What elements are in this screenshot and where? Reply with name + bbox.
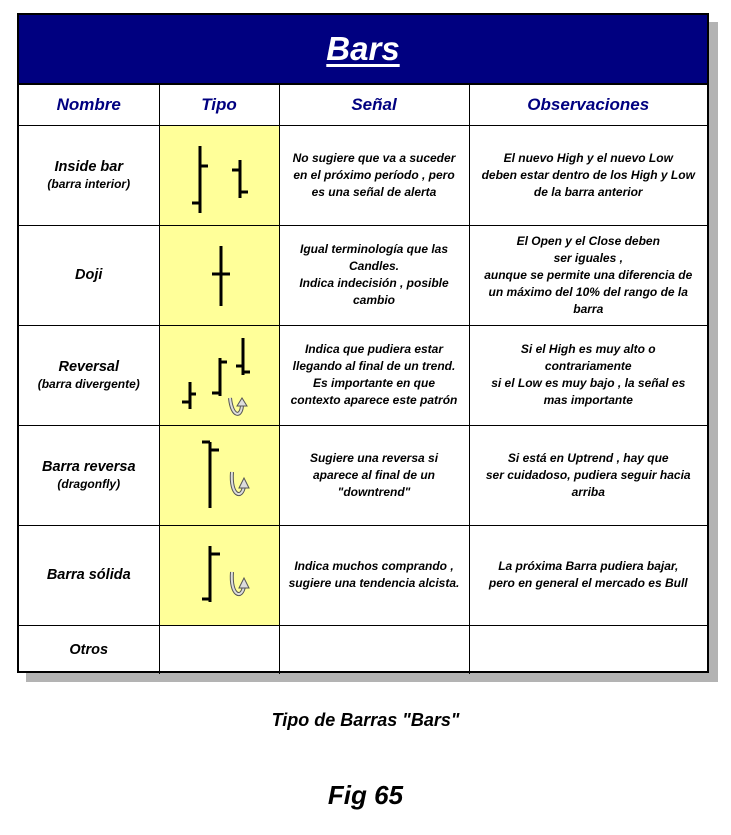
reversal-icon [160,326,280,424]
doji-icon [160,226,280,324]
name-cell [19,325,159,425]
tipo-cell [159,125,279,225]
senal-cell: No sugiere que va a suceder en el próximo período , pero es una señal de alerta [279,125,469,225]
header-senal: Señal [279,85,469,125]
senal-cell: Indica que pudiera estar llegando al final de un trend. Es importante en que contexto aparece este patrón [279,325,469,425]
bars-table-card [17,13,709,673]
bars-table [19,85,707,674]
obs-cell [469,625,707,674]
table-row [19,125,707,225]
name-cell [19,625,159,674]
table-row [19,325,707,425]
tipo-cell [159,325,279,425]
table-row [19,225,707,325]
row-subname: (barra interior) [47,177,131,191]
table-row [19,525,707,625]
tipo-cell [159,625,279,674]
table-row [19,425,707,525]
inside-bar-icon [160,126,280,224]
table-row [19,625,707,674]
row-name: Doji [75,267,103,283]
figure-caption: Tipo de Barras "Bars" [271,710,460,730]
title-banner [19,15,707,85]
header-nombre: Nombre [19,85,159,125]
header-tipo: Tipo [159,85,279,125]
tipo-cell [159,225,279,325]
row-name: Inside bar [54,159,123,175]
tipo-cell [159,425,279,525]
dragonfly-bar-icon [160,426,280,524]
name-cell [19,225,159,325]
senal-cell: Indica muchos comprando , sugiere una tendencia alcista. [279,525,469,625]
obs-cell: El nuevo High y el nuevo Low deben estar dentro de los High y Low de la barra anterior [469,125,707,225]
row-name: Barra sólida [46,567,131,583]
row-subname: (barra divergente) [37,377,140,391]
row-name: Reversal [58,359,119,375]
obs-cell: La próxima Barra pudiera bajar, pero en general el mercado es Bull [469,525,707,625]
row-subname: (dragonfly) [57,477,121,491]
senal-cell [279,625,469,674]
row-name: Otros [69,641,109,658]
senal-cell: Igual terminología que las Candles. Indica indecisión , posible cambio [279,225,469,325]
senal-cell: Sugiere una reversa si aparece al final de un "downtrend" [279,425,469,525]
row-name: Barra reversa [41,459,136,475]
name-cell [19,425,159,525]
reversal-arrow-icon [230,398,247,414]
up-arrow-icon [231,572,248,594]
name-cell [19,525,159,625]
up-arrow-icon [231,472,248,494]
tipo-cell [159,525,279,625]
solid-bar-icon [160,526,280,624]
figure-number: Fig 65 [327,780,404,810]
obs-cell: El Open y el Close deben ser iguales , aunque se permite una diferencia de un máximo del 10% del rango de la barra [469,225,707,325]
header-observaciones: Observaciones [469,85,707,125]
obs-cell: Si está en Uptrend , hay que ser cuidadoso, pudiera seguir hacia arriba [469,425,707,525]
table-title: Bars [326,30,400,67]
obs-cell: Si el High es muy alto o contrariamente si el Low es muy bajo , la señal es mas importante [469,325,707,425]
name-cell [19,125,159,225]
header-row [19,85,707,125]
